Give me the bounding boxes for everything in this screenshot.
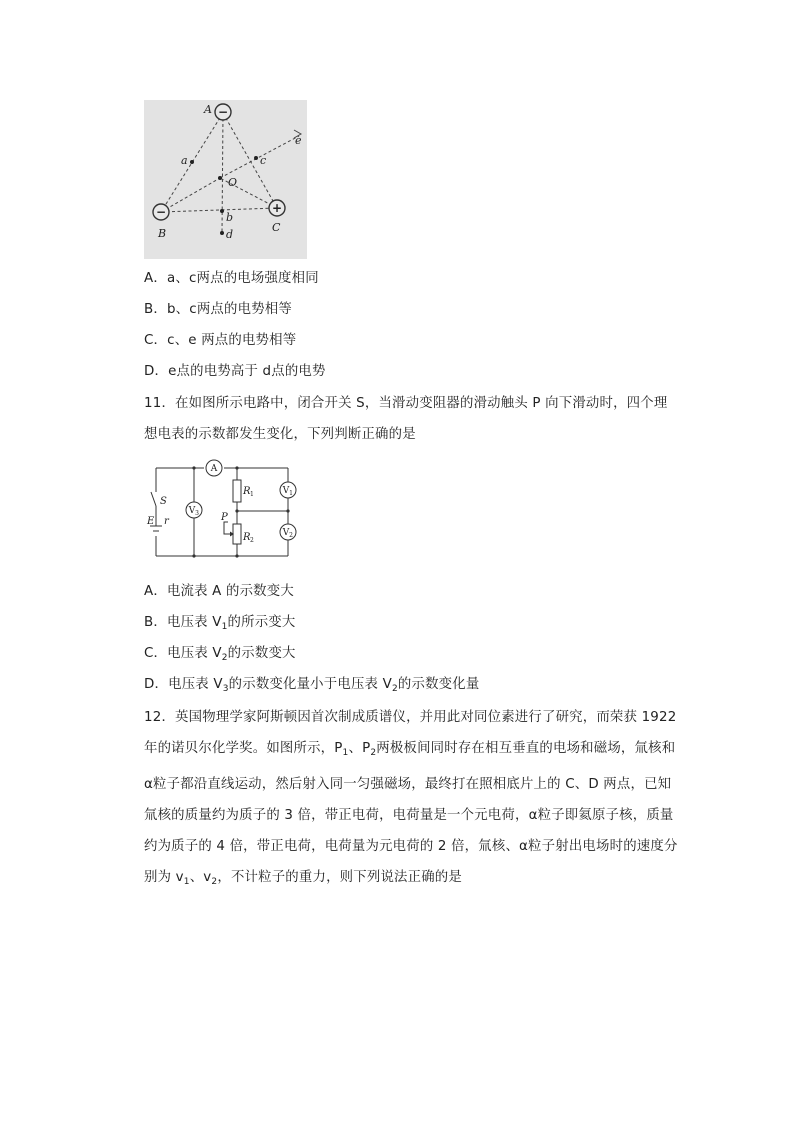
q11-option-b xyxy=(144,613,295,637)
option-letter: D． xyxy=(144,364,169,379)
q11-option-a: A．电流表 A 的示数变大 xyxy=(144,584,294,599)
v1-label: V xyxy=(282,486,290,496)
q11-stem-line2: 想电表的示数都发生变化，下列判断正确的是 xyxy=(144,427,416,442)
option-text: e点的电势高于 d点的电势 xyxy=(168,364,326,379)
text: 两极板间同时存在相互垂直的电场和磁场，氚核和α粒子都沿直线运动，然后射入同一匀强磁场，最终打在照相底片上的 C、D 两点，已知氚核的质量约为质子的 3 倍，带正电荷，电荷量是一个元电荷，α粒子即氦原子核，质量约为质子的 4 倍，带正电荷，电荷量为元电荷的 2 倍，氚核、α粒子射出电场时的速度分别为 v xyxy=(144,741,678,885)
r1-label: R xyxy=(243,486,251,497)
v3-label: V xyxy=(188,506,196,516)
subscript: 2 xyxy=(391,684,398,694)
text: 的示数变化量小于电压表 V xyxy=(228,677,392,692)
q10-option-d xyxy=(144,362,326,382)
text: 、P xyxy=(348,741,371,756)
text: B．电压表 V xyxy=(144,615,222,630)
q10-option-c xyxy=(144,331,296,351)
q11-option-c xyxy=(144,644,296,668)
label-c: c xyxy=(260,154,267,167)
emf-label: E xyxy=(147,516,155,527)
p-label: P xyxy=(221,512,228,523)
option-text: a、c两点的电场强度相同 xyxy=(166,271,319,286)
subscript: 2 xyxy=(370,748,377,758)
text: 、v xyxy=(189,870,212,885)
label-C: C xyxy=(272,221,281,234)
text: 的示数变大 xyxy=(227,646,296,661)
ammeter-label: A xyxy=(210,464,218,474)
q11-stem-line1: 11．在如图所示电路中，闭合开关 S，当滑动变阻器的滑动触头 P 向下滑动时，四个理 xyxy=(144,396,668,411)
option-text: c、e 两点的电势相等 xyxy=(167,333,297,348)
v3-sub: 3 xyxy=(195,510,199,517)
circuit-diagram xyxy=(144,458,304,564)
text: D．电压表 V xyxy=(144,677,223,692)
label-B: B xyxy=(158,227,167,240)
switch-label: S xyxy=(160,496,167,507)
label-b: b xyxy=(226,211,234,224)
label-A: A xyxy=(204,103,212,116)
label-O: O xyxy=(228,176,238,189)
option-text: b、c两点的电势相等 xyxy=(166,302,292,317)
q10-option-b xyxy=(144,300,292,320)
charge-b-sign: − xyxy=(155,205,167,219)
v2-sub: 2 xyxy=(289,532,293,539)
text: ，不计粒子的重力，则下列说法正确的是 xyxy=(217,870,462,885)
charge-a-sign: − xyxy=(217,105,229,119)
label-a: a xyxy=(181,154,188,167)
text: 的示数变化量 xyxy=(397,677,480,692)
option-letter: A． xyxy=(144,271,167,286)
text: 12．英国物理学家阿斯顿因首次制成质谱仪，并用此对同位素进行了研究，而荣获 1922 年的诺贝尔化学奖。如图所示，P xyxy=(144,710,677,756)
v2-label: V xyxy=(282,528,290,538)
text: C．电压表 V xyxy=(144,646,222,661)
text: 的所示变大 xyxy=(227,615,296,630)
charge-c-sign: + xyxy=(271,201,283,215)
subscript: 2 xyxy=(211,877,218,887)
r1-sub: 1 xyxy=(250,491,254,498)
label-e: e xyxy=(295,134,302,147)
option-letter: B． xyxy=(144,302,167,317)
subscript: 1 xyxy=(183,877,190,887)
q12-stem xyxy=(144,702,678,898)
subscript: 3 xyxy=(222,684,229,694)
label-d: d xyxy=(226,228,234,241)
option-letter: C． xyxy=(144,333,168,348)
q11-option-d xyxy=(144,675,479,699)
charge-triangle-figure xyxy=(144,100,307,259)
subscript: 1 xyxy=(342,748,349,758)
v1-sub: 1 xyxy=(289,490,293,497)
subscript: 2 xyxy=(221,653,228,663)
r2-label: R xyxy=(243,532,251,543)
r2-sub: 2 xyxy=(250,537,254,544)
q10-option-a xyxy=(144,269,319,289)
r-label: r xyxy=(164,516,169,527)
subscript: 1 xyxy=(221,622,228,632)
